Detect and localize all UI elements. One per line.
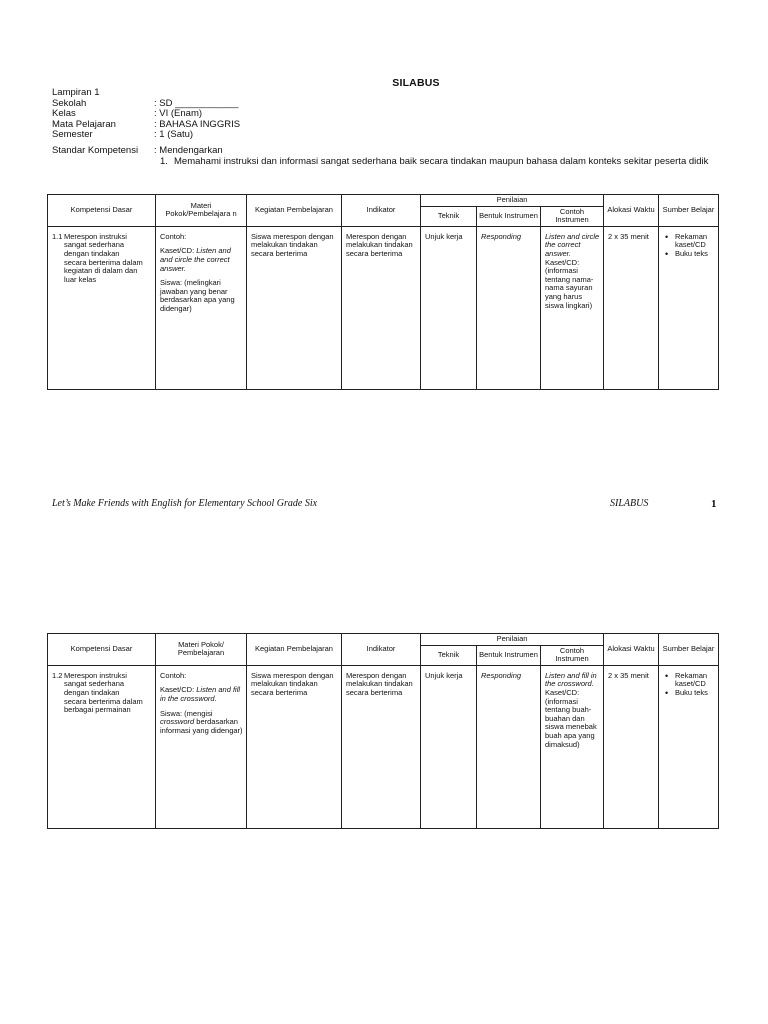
meta-row-kelas bbox=[52, 109, 708, 120]
contoh-detail: Kaset/CD: (informasi tentang buah-buahan dan siswa menebak buah apa yang dimaksud) bbox=[545, 687, 597, 749]
cell-kegiatan: Siswa merespon dengan melakukan tindakan secara berterima bbox=[247, 665, 342, 828]
meta-label: Semester bbox=[52, 129, 93, 140]
list-item: • Buku teks bbox=[663, 689, 715, 698]
meta-label: Kelas bbox=[52, 108, 76, 119]
page-title: SILABUS bbox=[392, 77, 440, 89]
kd-text: Merespon instruksi sangat sederhana dengan tindakan secara berterima dalam berbagai permainan bbox=[64, 670, 143, 715]
header-penilaian: Penilaian bbox=[421, 634, 604, 646]
footer-book-title: Let’s Make Friends with English for Elementary School Grade Six bbox=[52, 498, 318, 509]
cell-alokasi: 2 x 35 menit bbox=[604, 226, 659, 389]
list-item: • Rekaman kaset/CD bbox=[663, 233, 715, 250]
meta-row-semester bbox=[52, 130, 708, 141]
header-sumber: Sumber Belajar bbox=[659, 195, 719, 227]
cell-materi bbox=[156, 665, 247, 828]
header-materi: Materi Pokok/ Pembelajaran bbox=[156, 634, 247, 666]
cell-sumber bbox=[659, 226, 719, 389]
cell-indikator: Merespon dengan melakukan tindakan secara berterima bbox=[342, 665, 421, 828]
header-indikator: Indikator bbox=[342, 634, 421, 666]
header-teknik: Teknik bbox=[421, 645, 477, 665]
kd-number: 1.2 bbox=[52, 670, 63, 680]
contoh-detail: Kaset/CD: (informasi tentang nama-nama sayuran yang harus siswa lingkari) bbox=[545, 257, 594, 310]
materi-siswa-a: Siswa: (mengisi bbox=[160, 708, 213, 718]
meta-value: : 1 (Satu) bbox=[154, 129, 194, 140]
meta-label: Standar Kompetensi bbox=[52, 144, 139, 156]
kd-text: Merespon instruksi sangat sederhana dengan tindakan secara berterima dalam kegiatan di dalam dan luar kelas bbox=[64, 231, 143, 284]
standar-kompetensi-item bbox=[160, 157, 708, 168]
header-bentuk: Bentuk Instrumen bbox=[477, 206, 541, 226]
materi-label: Contoh: bbox=[160, 670, 187, 680]
header-bentuk: Bentuk Instrumen bbox=[477, 645, 541, 665]
meta-value: : BAHASA INGGRIS bbox=[154, 118, 241, 130]
header-materi: Materi Pokok/Pembelajara n bbox=[156, 195, 247, 227]
materi-siswa-c: berdasarkan informasi yang didengar) bbox=[160, 717, 243, 735]
cell-indikator: Merespon dengan melakukan tindakan secara berterima bbox=[342, 226, 421, 389]
meta-row-standar bbox=[52, 146, 708, 157]
materi-kaset-label: Kaset/CD: bbox=[160, 246, 197, 256]
syllabus-meta bbox=[52, 88, 708, 168]
header-alokasi: Alokasi Waktu bbox=[604, 634, 659, 666]
cell-teknik: Unjuk kerja bbox=[421, 226, 477, 389]
meta-label: Mata Pelajaran bbox=[52, 118, 116, 130]
list-item: • Buku teks bbox=[663, 250, 715, 259]
header-kegiatan: Kegiatan Pembelajaran bbox=[247, 195, 342, 227]
footer-page-number: 1 bbox=[711, 498, 717, 510]
materi-kaset bbox=[160, 686, 243, 703]
header-alokasi: Alokasi Waktu bbox=[604, 195, 659, 227]
cell-sumber bbox=[659, 665, 719, 828]
header-penilaian: Penilaian bbox=[421, 195, 604, 207]
meta-value: : VI (Enam) bbox=[154, 108, 203, 119]
cell-kegiatan: Siswa merespon dengan melakukan tindakan secara berterima bbox=[247, 226, 342, 389]
contoh-instruction: Listen and fill in the crossword. bbox=[545, 670, 597, 689]
meta-row-sekolah bbox=[52, 99, 708, 110]
meta-value: : Mendengarkan bbox=[154, 144, 223, 156]
materi-kaset bbox=[160, 247, 243, 273]
header-contoh: Contoh Instrumen bbox=[541, 206, 604, 226]
materi-siswa-b: crossword bbox=[160, 717, 195, 727]
syllabus-table-2 bbox=[47, 633, 719, 829]
header-kegiatan: Kegiatan Pembelajaran bbox=[247, 634, 342, 666]
cell-contoh bbox=[541, 665, 604, 828]
materi-siswa bbox=[160, 710, 243, 736]
header-sumber: Sumber Belajar bbox=[659, 634, 719, 666]
materi-siswa: Siswa: (melingkari jawaban yang benar berdasarkan apa yang didengar) bbox=[160, 278, 235, 313]
table-row bbox=[48, 665, 719, 828]
cell-alokasi: 2 x 35 menit bbox=[604, 665, 659, 828]
table-row bbox=[48, 226, 719, 389]
header-contoh: Contoh Instrumen bbox=[541, 645, 604, 665]
footer-section: SILABUS bbox=[610, 498, 649, 509]
cell-bentuk: Responding bbox=[477, 665, 541, 828]
header-kompetensi: Kompetensi Dasar bbox=[48, 195, 156, 227]
cell-kompetensi bbox=[48, 665, 156, 828]
cell-contoh bbox=[541, 226, 604, 389]
sumber-list bbox=[663, 233, 715, 259]
lampiran-label: Lampiran 1 bbox=[52, 87, 100, 98]
materi-kaset-instruction: Listen and fill in the crossword. bbox=[160, 685, 241, 703]
header-teknik: Teknik bbox=[421, 206, 477, 226]
standar-text: Memahami instruksi dan informasi sangat sederhana baik secara tindakan maupun bahasa dalam konteks sekitar peserta didik bbox=[174, 156, 709, 167]
header-kompetensi: Kompetensi Dasar bbox=[48, 634, 156, 666]
kd-number: 1.1 bbox=[52, 231, 63, 241]
materi-label: Contoh: bbox=[160, 231, 187, 241]
cell-materi bbox=[156, 226, 247, 389]
contoh-instruction: Listen and circle the correct answer. bbox=[545, 231, 600, 258]
syllabus-table-1 bbox=[47, 194, 719, 390]
cell-teknik: Unjuk kerja bbox=[421, 665, 477, 828]
meta-row-mapel bbox=[52, 120, 708, 131]
cell-kompetensi bbox=[48, 226, 156, 389]
meta-label: Sekolah bbox=[52, 97, 87, 109]
sumber-list bbox=[663, 672, 715, 698]
materi-kaset-instruction: Listen and and circle the correct answer. bbox=[160, 246, 231, 273]
header-indikator: Indikator bbox=[342, 195, 421, 227]
page-footer bbox=[52, 498, 722, 512]
standar-number: 1. bbox=[160, 156, 168, 167]
cell-bentuk: Responding bbox=[477, 226, 541, 389]
materi-kaset-label: Kaset/CD: bbox=[160, 685, 197, 695]
meta-value: : SD ____________ bbox=[154, 97, 239, 109]
list-item: • Rekaman kaset/CD bbox=[663, 672, 715, 689]
